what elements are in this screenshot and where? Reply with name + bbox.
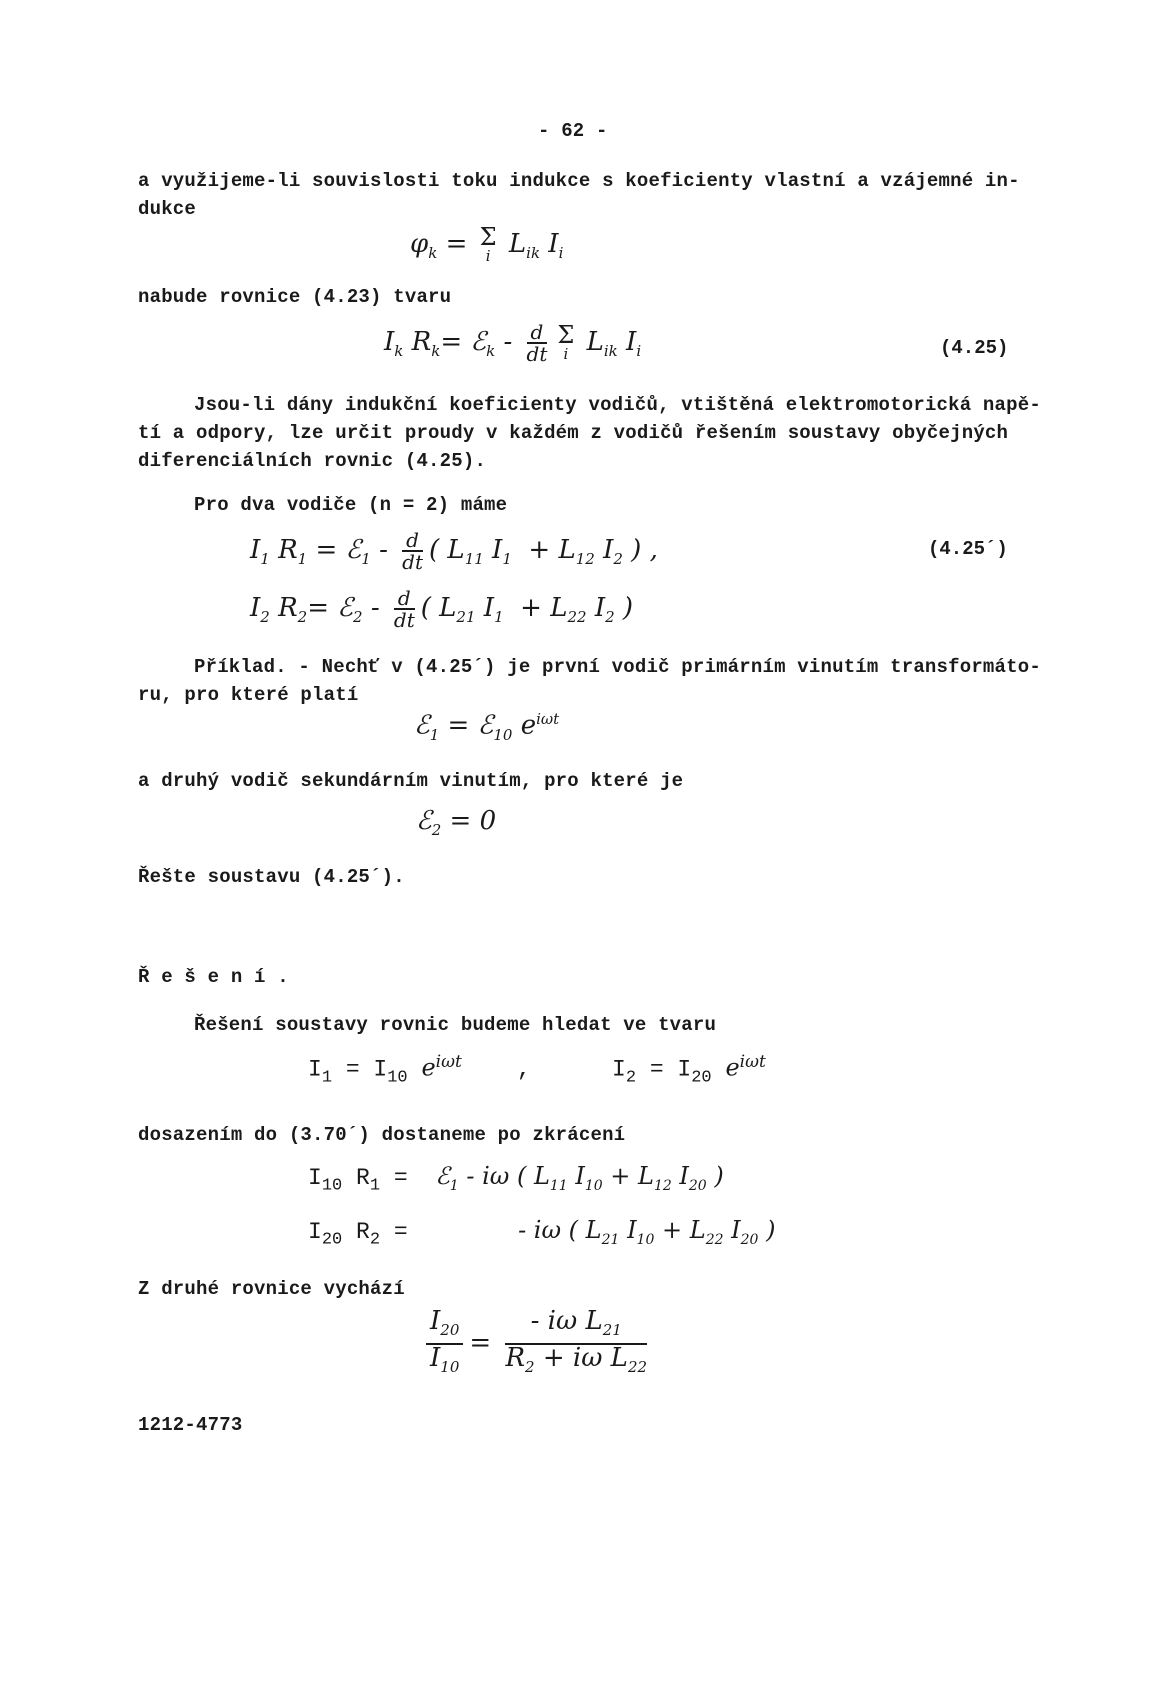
equation-4-25p-second: $I_2$ $R_2=$ ℰ$_2$ - $\frac{d}{dt}$ ( $L_{21}$ $I_1 + L_{22}$ $I_2$ ) bbox=[250, 586, 634, 632]
equation-substituted-2: $I_{20}$ $R_2$ = - iω ( $L_{21}$ $I_{10} + L_{22}$ $I_{20}$ ) bbox=[308, 1216, 776, 1250]
paragraph-line: Pro dva vodiče (n = 2) máme bbox=[194, 494, 508, 516]
equation-ratio: $\frac{I_{20}}{I_{10}}$ = $\frac{- i\omega L_{21}}{R_2 + i\omega L_{22}}$ bbox=[420, 1308, 653, 1380]
paragraph-line: nabude rovnice (4.23) tvaru bbox=[138, 286, 452, 308]
equation-solution-i2: $I_2 = I_{20}$ $e^{i\omega t}$ bbox=[612, 1052, 766, 1088]
footer-code: 1212-4773 bbox=[138, 1414, 243, 1436]
equation-number: (4.25´) bbox=[928, 538, 1008, 560]
paragraph-line: Jsou-li dány indukční koeficienty vodičů, vtištěná elektromotorická napě- bbox=[194, 394, 1041, 416]
equation-substituted-1: $I_{10}$ $R_1$ = ℰ$_1$ - iω ( $L_{11}$ $I_{10} + L_{12}$ $I_{20}$ ) bbox=[308, 1162, 724, 1196]
equation-solution-i1: $I_1 = I_{10}$ $e^{i\omega t}$ , bbox=[308, 1052, 531, 1088]
section-heading: Ř e š e n í . bbox=[138, 966, 289, 988]
paragraph-line: a druhý vodič sekundárním vinutím, pro které je bbox=[138, 770, 684, 792]
equation-flux: $\varphi_k$ = Σ i $L_{ik}$ $I_i$ bbox=[410, 223, 564, 265]
equation-number: (4.25) bbox=[940, 337, 1009, 359]
paragraph-line: dosazením do (3.70´) dostaneme po zkrácení bbox=[138, 1124, 626, 1146]
equation-4-25p-first: $I_1$ $R_1$ = ℰ$_1$ - $\frac{d}{dt}$ ( $L_{11}$ $I_1 + L_{12}$ $I_2$ ) , bbox=[250, 528, 658, 574]
page-number: - 62 - bbox=[538, 120, 608, 142]
paragraph-line: Z druhé rovnice vychází bbox=[138, 1278, 405, 1300]
paragraph-line: a využijeme-li souvislosti toku indukce s koeficienty vlastní a vzájemné in- bbox=[138, 170, 1020, 192]
paragraph-line: ru, pro které platí bbox=[138, 684, 359, 706]
paragraph-line: Řešení soustavy rovnic budeme hledat ve tvaru bbox=[194, 1014, 717, 1036]
paragraph-line: Příklad. - Nechť v (4.25´) je první vodič primárním vinutím transformáto- bbox=[194, 656, 1041, 678]
equation-4-25: $I_k$ $R_k=$ ℰ$_k$ - $\frac{d}{dt}$ Σ i $L_{ik}$ $I_i$ bbox=[384, 320, 642, 366]
paragraph-line: Řešte soustavu (4.25´). bbox=[138, 866, 405, 888]
paragraph-line: tí a odpory, lze určit proudy v každém z vodičů řešením soustavy obyčejných bbox=[138, 422, 1009, 444]
paragraph-line: diferenciálních rovnic (4.25). bbox=[138, 450, 487, 472]
equation-e2: ℰ$_2$ = 0 bbox=[416, 806, 497, 840]
equation-e1: ℰ$_1$ = ℰ$_{10}$ $e^{i\omega t}$ bbox=[414, 710, 560, 744]
paragraph-line: dukce bbox=[138, 198, 197, 220]
